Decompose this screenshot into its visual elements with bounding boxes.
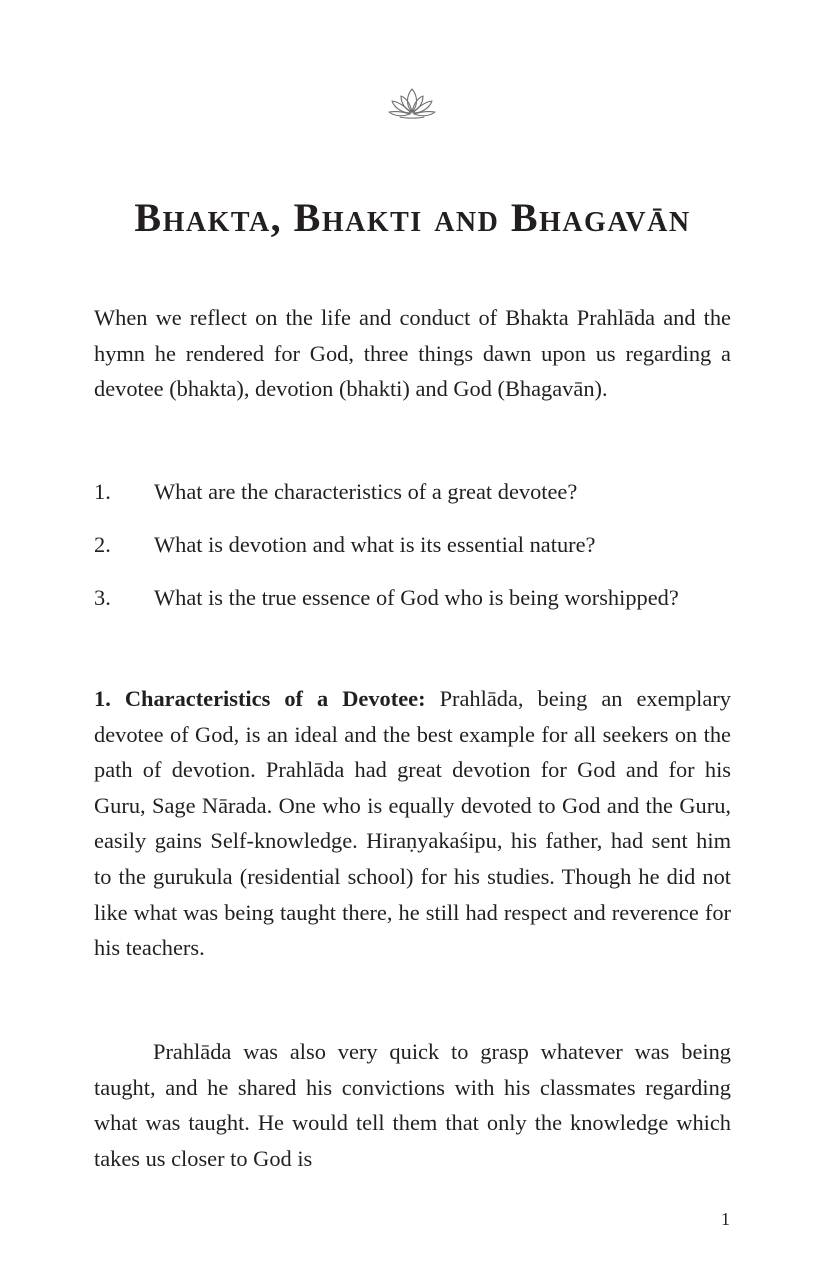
page-number: 1 [721,1209,730,1229]
list-item-number: 1. [94,479,111,504]
intro-paragraph: When we reflect on the life and conduct of Bhakta Prahlāda and the hymn he rendered for God, three things dawn upon us regarding a devotee (bhakta), devotion (bhakti) and God (Bhagavān). [94,305,731,402]
list-item-number: 2. [94,532,111,558]
chapter-title: Bhakta, Bhakti and Bhagavān [134,195,691,240]
lotus-icon [386,86,438,120]
list-item-text: What is the true essence of God who is being worshipped? [154,585,679,611]
continuation-paragraph: Prahlāda was also very quick to grasp whatever was being taught, and he shared his convictions with his classmates regarding what was taught. He would tell them that only the knowledge which takes us closer to God is [94,1039,731,1171]
list-item-number: 3. [94,585,111,611]
section-body: Prahlāda, being an exemplary devotee of God, is an ideal and the best example for all seekers on the path of devotion. Prahlāda had great devotion for God and for his Guru, Sage Nārada. One who is equally devoted to God and the Guru, easily gains Self-knowledge. Hiraṇyakaśipu, his father, had sent him to the gurukula (residential school) for his studies. Though he did not like what was being taught there, he still had respect and reverence for his teachers. [94,686,731,961]
list-item [94,580,731,616]
section-heading: 1. Characteristics of a Devotee: [94,686,426,711]
list-item [94,474,731,510]
list-item-text: What is devotion and what is its essential nature? [154,532,596,558]
list-item [94,527,731,563]
list-item-text: What are the characteristics of a great devotee? [154,479,578,504]
section-paragraph [94,681,731,966]
question-list [94,474,731,634]
